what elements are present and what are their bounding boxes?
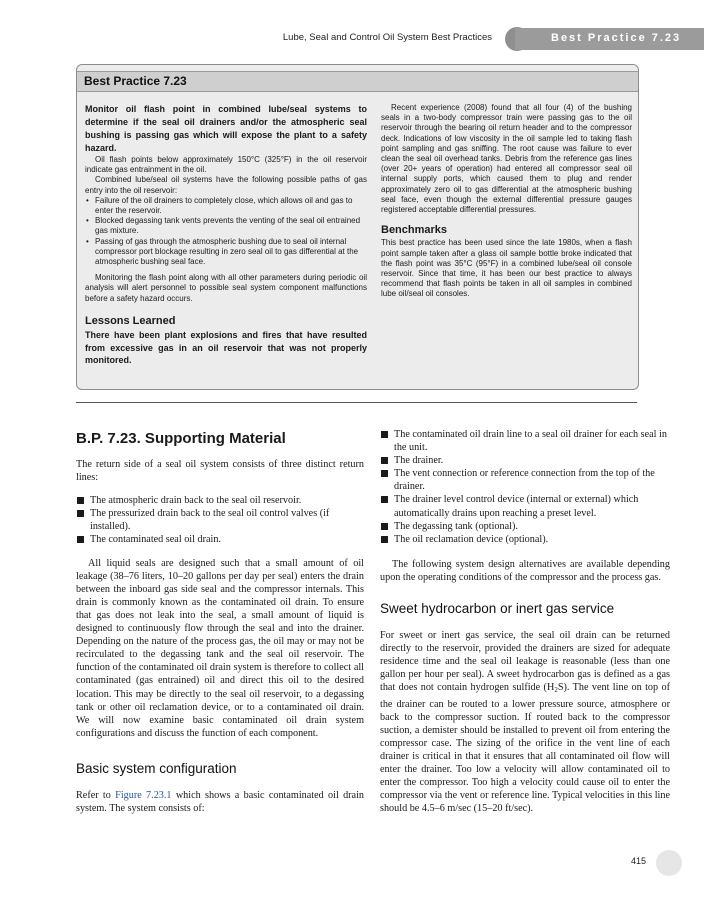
figure-link[interactable]: Figure 7.23.1 bbox=[115, 789, 172, 801]
lessons-learned-heading: Lessons Learned bbox=[85, 314, 176, 327]
list-item: • Blocked degassing tank vents prevents the venting of the seal oil entrained gas mixture. bbox=[85, 216, 367, 236]
basic-config-suffix: which shows a basic contaminated oil drain system. The system consists of: bbox=[76, 789, 364, 814]
list-item: The contaminated oil drain line to a seal oil drainer for each seal in the unit. bbox=[380, 428, 670, 454]
running-header bbox=[0, 28, 704, 50]
gas-entry-list bbox=[85, 196, 367, 267]
best-practice-left-column bbox=[85, 103, 367, 367]
recent-experience-paragraph: Recent experience (2008) found that all four (4) of the bushing seals in a two-body compressor train were passing gas to the oil reservoir through the bearing oil return header and to the compressor deck. Indications of low viscosity in the oil sample led to taking flash point sampling and gas sniffing. The root cause was failure to ever clean the seal oil overhead tanks. Debris from the reference gas lines (over 20+ years of operation) had entered all compressor seal oil internal supply ports, which caused them to plug and render approximately zero oil to gas differential at the atmospheric bushing seal face, even though the external differential pressure gauges registered acceptable differential pressures. bbox=[381, 103, 632, 215]
sweet-service-paragraph bbox=[380, 629, 670, 815]
basic-config-paragraph bbox=[76, 789, 364, 815]
supporting-material-title: B.P. 7.23. Supporting Material bbox=[76, 430, 286, 447]
section-divider bbox=[76, 402, 637, 403]
list-item: The pressurized drain back to the seal oil control valves (if installed). bbox=[76, 507, 364, 533]
best-practice-title: Best Practice 7.23 bbox=[84, 74, 187, 88]
best-practice-box bbox=[76, 64, 639, 390]
list-item: • Passing of gas through the atmospheric bushing due to seal oil internal compressor port blockage resulting in zero seal oil to gas differential at the atmospheric bushing seal face. bbox=[85, 237, 367, 268]
system-components-list bbox=[380, 428, 670, 546]
book-title: Lube, Seal and Control Oil System Best Practices bbox=[282, 32, 492, 43]
page-number: 415 bbox=[630, 856, 646, 866]
basic-config-prefix: Refer to bbox=[76, 789, 116, 801]
list-item: The contaminated seal oil drain. bbox=[76, 533, 364, 546]
section-tab-label: Best Practice 7.23 bbox=[551, 32, 682, 44]
list-item: The atmospheric drain back to the seal oil reservoir. bbox=[76, 494, 364, 507]
page-disc-decoration bbox=[656, 850, 682, 876]
benchmarks-text: This best practice has been used since the late 1980s, when a flash point sample taken after a glass oil sample bottle broke indicated that the flash point was 35°C (95°F) in a combined lube/seal oil console reservoir. Since that time, it has been our best practice to always recommend that flash points be taken in all oil samples in combined lube oil/seal oil consoles. bbox=[381, 238, 632, 299]
sweet-service-heading: Sweet hydrocarbon or inert gas service bbox=[380, 601, 615, 617]
return-lines-list bbox=[76, 494, 364, 546]
liquid-seals-paragraph: All liquid seals are designed such that a small amount of oil leakage (38–76 liters, 10–20 gallons per day per seal) enters the drain between the inboard gas side seal and the compressor internals. This drain is commonly known as the contaminated oil drain. To ensure that gas does not leak into the seal, a small amount of liquid is designed to continuously flow through the seal and into the drainer. Depending on the nature of the process gas, the oil may or may not be recirculated to the degassing tank and the seal oil reservoir. The function of the contaminated oil drain system is therefore to collect all contaminated (gas entrained) oil and direct this oil to the desired location. This may be directly to the seal oil reservoir, to a degassing tank or other oil reclamation device, or to a contaminated oil drain. We will now examine basic contaminated oil drain system configurations and discuss the function of each component. bbox=[76, 557, 364, 739]
list-item: • Failure of the oil drainers to completely close, which allows oil and gas to enter the reservoir. bbox=[85, 196, 367, 216]
lessons-learned-text: There have been plant explosions and fires that have resulted from excessive gas in an oil reservoir that was not properly monitored. bbox=[85, 330, 367, 366]
sweet-service-text-part2: S). The vent line on top of the drainer can be routed to a lower pressure source, atmosphere or back to the compressor suction. If routed back to the compressor suction, a demister should be installed to prevent oil from entering the compressor case. The sizing of the orifice in the vent line of each drainer is critical in that it ensures that all contaminated oil flow will enter the drainer. Too low a velocity will allow contaminated oil to enter the compressor. Too high a velocity could cause oil to enter the compressor via the vent or reference line. Typical velocities in this line should be 4.5–6 m/sec (15–20 ft/sec). bbox=[380, 682, 670, 815]
flash-point-paragraph: Oil flash points below approximately 150°C (325°F) in the oil reservoir indicate gas entrainment in the oil. bbox=[85, 155, 367, 175]
benchmarks-heading: Benchmarks bbox=[381, 224, 448, 237]
list-item: The oil reclamation device (optional). bbox=[380, 533, 670, 546]
list-item: The drainer. bbox=[380, 454, 670, 467]
list-item: The drainer level control device (internal or external) which automatically drains upon reaching a preset level. bbox=[380, 493, 670, 519]
gas-entry-paragraph: Combined lube/seal oil systems have the following possible paths of gas entry into the oil reservoir: bbox=[85, 175, 367, 195]
best-practice-title-bar bbox=[77, 71, 638, 92]
section-tab bbox=[515, 28, 704, 50]
subscript-2: 2 bbox=[554, 686, 558, 695]
list-item: The degassing tank (optional). bbox=[380, 520, 670, 533]
best-practice-lead: Monitor oil flash point in combined lube/seal systems to determine if the seal oil drainers and/or the atmospheric seal bushing is passing gas which will expose the plant to a safety hazard. bbox=[85, 104, 367, 153]
return-lines-intro: The return side of a seal oil system consists of three distinct return lines: bbox=[76, 459, 364, 484]
sweet-service-text-part1: For sweet or inert gas service, the seal oil drain can be returned directly to the reservoir, provided the drainers are sized for adequate residence time and the seal oil leakage is reasonable (less than one gallon per hour per seal). A sweet hydrocarbon gas is defined as a gas that does not contain hydrogen sulfide (H bbox=[380, 630, 670, 694]
monitoring-paragraph: Monitoring the flash point along with all other parameters during periodic oil analysis will alert personnel to possible seal system component malfunctions before a safety hazard occurs. bbox=[85, 273, 367, 303]
list-item: The vent connection or reference connection from the top of the drainer. bbox=[380, 467, 670, 493]
best-practice-right-column bbox=[381, 103, 632, 300]
supporting-left-column bbox=[76, 428, 364, 815]
basic-config-heading: Basic system configuration bbox=[76, 760, 237, 776]
supporting-right-column bbox=[380, 428, 670, 815]
alternatives-paragraph: The following system design alternatives are available depending upon the operating conditions of the compressor and the process gas. bbox=[380, 558, 670, 583]
